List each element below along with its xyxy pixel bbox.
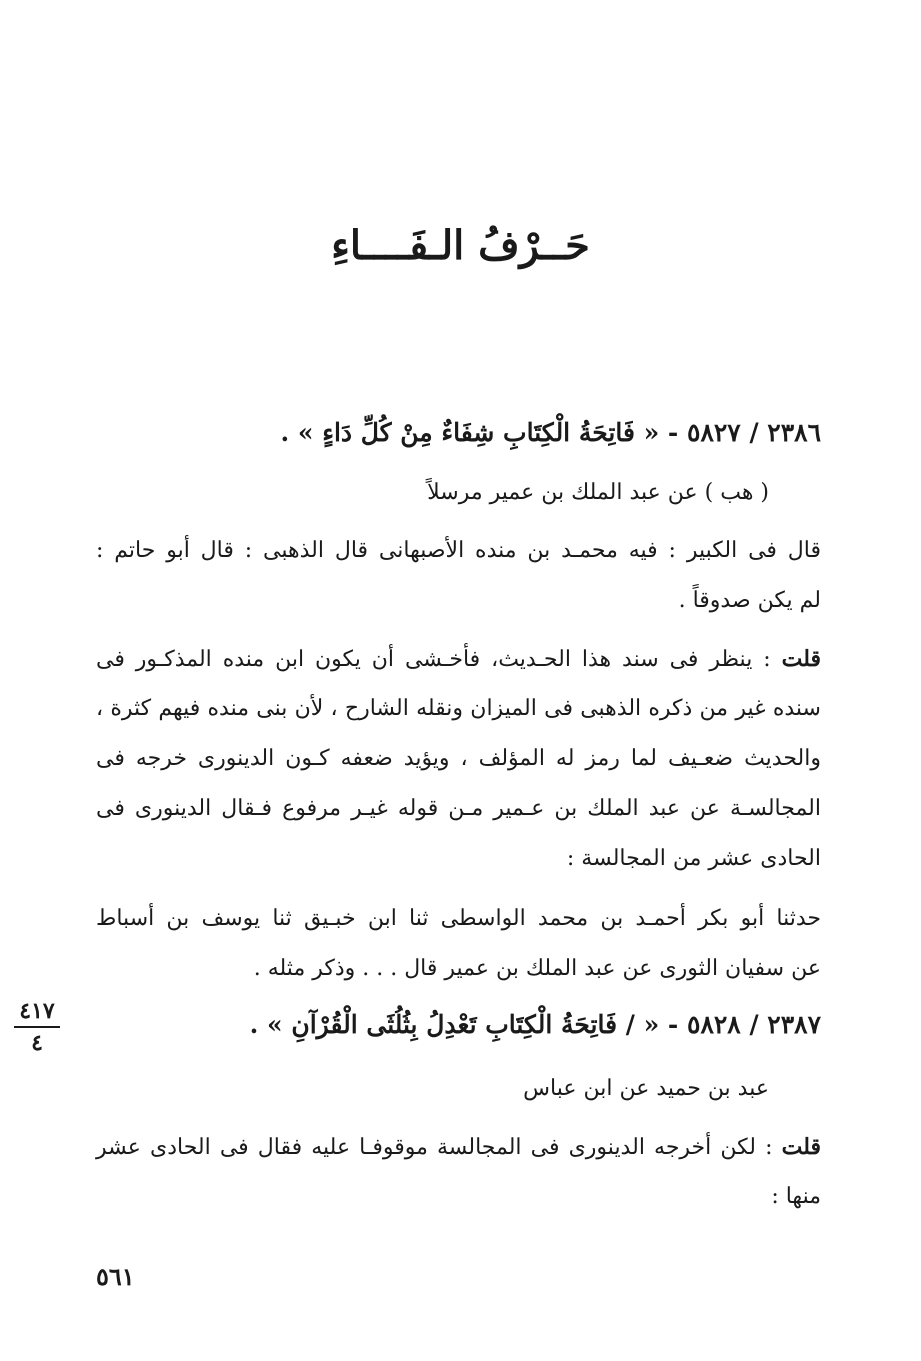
qult-paragraph-line-3: والحديث ضعـيف لما رمز له المؤلف ، ويؤيد ضعفه كـون الدينورى خرجه فى	[96, 746, 821, 771]
margin-reference	[14, 998, 60, 1056]
hadith-2386-line: ٢٣٨٦ / ٥٨٢٧ - « فَاتِحَةُ الْكِتَابِ شِفَاءٌ مِنْ كُلِّ دَاءٍ » .	[280, 418, 821, 447]
qult-label: قلت	[781, 1134, 821, 1160]
hadith-2387-line: ٢٣٨٧ / ٥٨٢٨ - « / فَاتِحَةُ الْكِتَابِ تَعْدِلُ بِثُلُثَى الْقُرْآنِ » .	[249, 1010, 821, 1039]
hadith-2387-source: عبد بن حميد عن ابن عباس	[523, 1076, 769, 1101]
hadith-2386-source: ( هب ) عن عبد الملك بن عمير مرسلاً	[427, 480, 769, 505]
narration-line-1: حدثنا أبو بكر أحمـد بن محمد الواسطى ثنا ابن خبـيق ثنا يوسف بن أسباط	[96, 906, 821, 931]
qult-text: : لكن أخرجه الدينورى فى المجالسة موقوفـا عليه فقال فى الحادى عشر	[96, 1135, 782, 1160]
qult-paragraph-line-2: سنده غير من ذكره الذهبى فى الميزان ونقله الشارح ، لأن بنى منده فيهم كثرة ،	[96, 696, 821, 721]
qult-text: : ينظر فى سند هذا الحـديث، فأخـشى أن يكون ابن منده المذكـور فى	[96, 647, 782, 672]
qult-label: قلت	[781, 646, 821, 672]
comment-line-2: لم يكن صدوقاً .	[678, 588, 821, 613]
qult-paragraph-line-4: المجالسـة عن عبد الملك بن عـمير مـن قوله غيـر مرفوع فـقال الدينورى فى	[96, 796, 821, 821]
comment-line-1: قال فى الكبير : فيه محمـد بن منده الأصبهانى قال الذهبى : قال أبو حاتم :	[96, 538, 821, 563]
margin-ref-numerator: ٤١٧	[14, 998, 60, 1028]
qult-paragraph-line-1	[96, 646, 821, 672]
chapter-title: حَــرْفُ الـفَــــاءِ	[331, 222, 590, 269]
qult-2387-line-2: منها :	[771, 1184, 821, 1209]
margin-ref-denominator: ٤	[31, 1030, 43, 1056]
narration-line-2: عن سفيان الثورى عن عبد الملك بن عمير قال . . . وذكر مثله .	[253, 956, 821, 981]
qult-paragraph-line-5: الحادى عشر من المجالسة :	[566, 846, 821, 871]
page-number: ٥٦١	[96, 1262, 135, 1291]
qult-2387-line-1	[96, 1134, 821, 1160]
